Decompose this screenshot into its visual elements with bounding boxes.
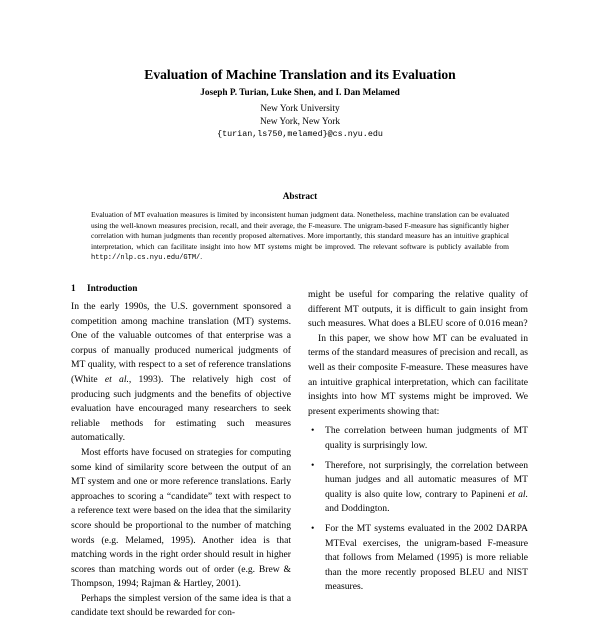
section-heading <box>71 284 137 294</box>
paragraph: Most efforts have focused on strategies for computing some kind of similarity score between the output of an MT system and one or more reference translations. Early approaches to scoring a “candidate” text with respect to a reference text were based on the idea that the similarity score should be proportional to the number of matching words (e.g. Melamed, 1995). Another idea is that matching words in the right order should result in higher scores than matching words out of order (e.g. Brew & Thompson, 1994; Rajman & Hartley, 2001). <box>71 446 291 590</box>
section-number: 1 <box>71 284 76 294</box>
affiliation-block <box>0 103 600 141</box>
affiliation-city: New York, New York <box>259 116 341 127</box>
list-item: • Therefore, not surprisingly, the correlation between human judges and all automatic measures of MT quality is also quite low, contrary to Papineni et al. and Doddington. <box>311 459 528 515</box>
abstract-heading: Abstract <box>282 192 318 202</box>
bullet-icon: • <box>311 425 315 437</box>
paper-title: Evaluation of Machine Translation and its Evaluation <box>144 67 456 82</box>
paper-authors: Joseph P. Turian, Luke Shen, and I. Dan Melamed <box>200 88 400 98</box>
findings-list <box>308 424 528 595</box>
list-item: • The correlation between human judgments of MT quality is surprisingly low. <box>311 425 528 451</box>
abstract-body: Evaluation of MT evaluation measures is limited by inconsistent human judgment data. Nonetheless, machine translation can be evaluated using the well-known measures precision, recall, and their average, the F-measure. The unigram-based F-measure has significantly higher correlation with human judgments than recently proposed alternatives. More importantly, this standard measure has an intuitive graphical interpretation, which can facilitate insight into how MT systems might be improved. The relevant software is publicly available from <box>91 210 509 251</box>
right-column <box>308 288 528 595</box>
paragraph: In the early 1990s, the U.S. government sponsored a competition among machine translation (MT) systems. One of the valuable outcomes of that enterprise was a corpus of manually produced numerical judgments of MT quality, with respect to a set of reference translations (White et al., 1993). The relatively high cost of producing such judgments and the benefits of objective evaluation have encouraged many researchers to seek reliable methods for estimating such measures automatically. <box>71 301 291 444</box>
abstract-url-link[interactable]: http://nlp.cs.nyu.edu/GTM/ <box>91 254 201 262</box>
paragraph: Perhaps the simplest version of the same idea is that a candidate text should be rewarded for con- <box>71 592 291 619</box>
abstract-text <box>91 210 509 264</box>
left-column <box>71 300 291 621</box>
affiliation-email: {turian,ls750,melamed}@cs.nyu.edu <box>217 129 383 140</box>
abstract-end: . <box>200 252 203 261</box>
section-title: Introduction <box>87 284 138 294</box>
paragraph: In this paper, we show how MT can be evaluated in terms of the standard measures of precision and recall, as well as their composite F-measure. These measures have an intuitive graphical interpretation, which can facilitate insights into how MT systems might be improved. We present experiments showing that: <box>308 332 528 417</box>
affiliation-institution: New York University <box>260 104 340 114</box>
bullet-icon: • <box>311 459 315 471</box>
bullet-icon: • <box>311 522 315 534</box>
paragraph: might be useful for comparing the relative quality of different MT outputs, it is difficult to gain insight from such measures. What does a BLEU score of 0.016 mean? <box>308 289 528 330</box>
list-item: • For the MT systems evaluated in the 2002 DARPA MTEval exercises, the unigram-based F-measure that follows from Melamed (1995) is more reliable than the more recently proposed BLEU and NIST measures. <box>311 522 528 593</box>
